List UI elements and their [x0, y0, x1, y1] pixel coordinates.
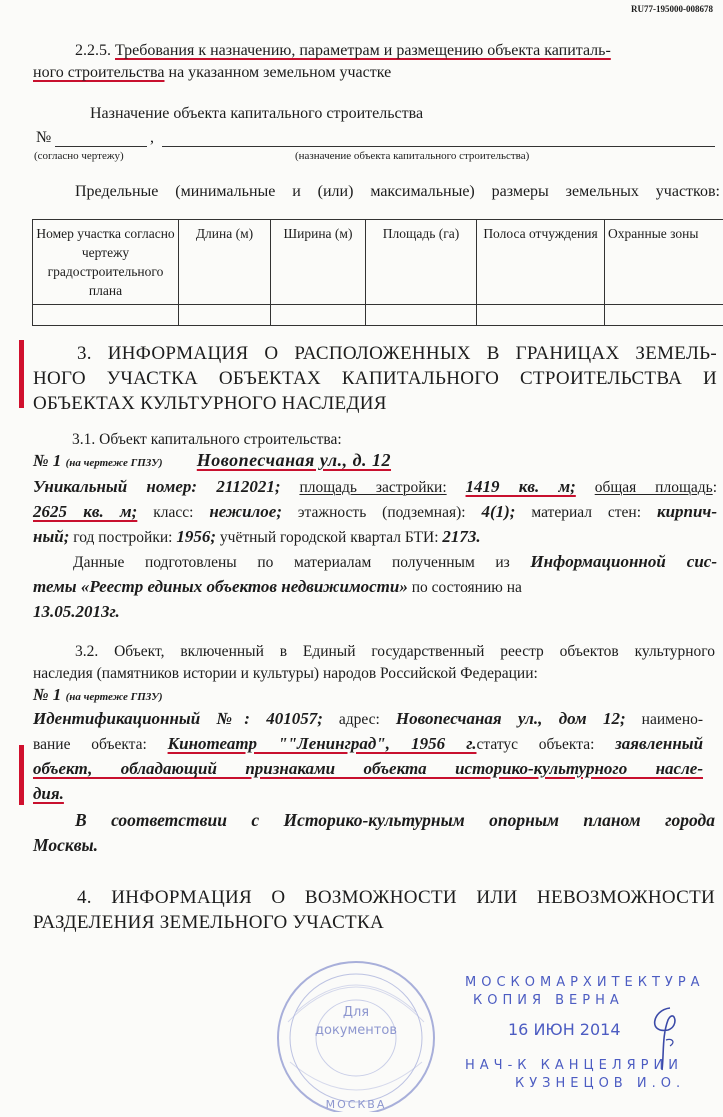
section-3-title-line3: ОБЪЕКТАХ КУЛЬТУРНОГО НАСЛЕДИЯ — [33, 391, 387, 416]
sub31-bti-label: учётный городской квартал БТИ: — [216, 529, 438, 546]
table-cell — [366, 305, 477, 326]
sub32-number-line — [33, 685, 163, 705]
sub31-on-drawing: (на чертеже ГПЗУ) — [66, 457, 163, 469]
section-3-title-line2: НОГО УЧАСТКА ОБЪЕКТАХ КАПИТАЛЬНОГО СТРОИТЕЛЬСТВА И — [33, 366, 717, 391]
comma-separator: , — [150, 129, 154, 147]
red-margin-marker-2 — [19, 745, 24, 805]
stamp-line3: НАЧ-К КАНЦЕЛЯРИИ — [465, 1058, 683, 1073]
sub31-source-date: 13.05.2013г. — [33, 602, 120, 621]
stamp-line2: КОПИЯ ВЕРНА — [473, 993, 624, 1008]
round-stamp-center-2: документов — [315, 1023, 397, 1038]
round-stamp-graphic — [268, 952, 444, 1112]
sub32-details-line2 — [33, 732, 703, 757]
sub31-source-system-b: темы «Реестр единых объектов недвижимости» — [33, 577, 408, 596]
sub31-total-value: 2625 кв. м; — [33, 502, 137, 521]
sub32-plan-line2: Москвы. — [33, 835, 98, 856]
sub31-class-value: нежилое; — [209, 502, 282, 521]
section-4-title-line2: РАЗДЕЛЕНИЯ ЗЕМЕЛЬНОГО УЧАСТКА — [33, 910, 384, 935]
table-cell — [179, 305, 271, 326]
sub32-heading-line1: 3.2. Объект, включенный в Единый государственный реестр объектов культурного — [75, 641, 715, 663]
sub31-uid: Уникальный номер: 2112021; — [33, 477, 281, 496]
red-margin-marker — [19, 340, 24, 408]
sub31-details — [33, 475, 717, 625]
table-header-cell: Ширина (м) — [271, 220, 366, 305]
sub32-name-label-b: вание объекта: — [33, 736, 147, 753]
sub32-details — [33, 707, 703, 807]
document-id: RU77-195000-008678 — [631, 4, 713, 14]
round-stamp-center-1: Для — [343, 1005, 369, 1020]
sub32-address-value: Новопесчаная ул., дом 12; — [396, 709, 626, 728]
sub31-colon: : — [713, 479, 717, 496]
section-225-title-line2 — [33, 62, 391, 84]
sub31-source-line1 — [33, 550, 717, 575]
sub31-details-line2 — [33, 500, 717, 525]
table-header-row — [33, 220, 723, 305]
signature-graphic — [640, 1000, 690, 1075]
table-cell — [605, 305, 723, 326]
round-stamp — [268, 952, 444, 1112]
sub31-year-label: год постройки: — [69, 529, 172, 546]
sub31-bti-value: 2173. — [442, 527, 480, 546]
number-label: № — [36, 129, 51, 147]
sub32-status-value-a: заявленный — [615, 734, 703, 753]
table-cell — [271, 305, 366, 326]
sub31-address: Новопесчаная ул., д. 12 — [197, 450, 391, 470]
section-225-title-underlined: ного строительства — [33, 64, 165, 81]
sub31-area-label: площадь застройки: — [299, 479, 446, 496]
sub31-details-line1 — [33, 475, 717, 500]
sub31-floors-value: 4(1); — [481, 502, 515, 521]
table-header-cell: Длина (м) — [179, 220, 271, 305]
sub32-details-line4 — [33, 782, 703, 807]
caption-drawing: (согласно чертежу) — [34, 150, 124, 162]
sub31-class-label: класс: — [137, 504, 193, 521]
sub31-material-label: материал стен: — [515, 504, 641, 521]
sub32-number: № 1 — [33, 685, 61, 704]
sub32-on-drawing: (на чертеже ГПЗУ) — [66, 691, 163, 703]
table-header-cell: Номер участка согласно чертежу градостроительного плана — [33, 220, 179, 305]
sub31-floors-label: этажность (подземная): — [282, 504, 466, 521]
sub32-details-line3 — [33, 757, 703, 782]
sub32-name-label-a: наимено- — [626, 711, 703, 728]
purpose-blank-line — [162, 146, 715, 147]
sub32-status-value-b: объект, обладающий признаками объекта историко-культурного насле- — [33, 759, 703, 778]
round-stamp-bottom: МОСКВА — [326, 1098, 387, 1111]
sub31-source-as-of: по состоянию на — [408, 579, 522, 596]
section-225-title-line1: Требования к назначению, параметрам и размещению объекта капиталь- — [115, 42, 611, 59]
stamp-date: 16 ИЮН 2014 — [508, 1020, 621, 1039]
sub31-year-value: 1956; — [176, 527, 216, 546]
sub32-id: Идентификационный №: 401057; — [33, 709, 323, 728]
caption-purpose: (назначение объекта капитального строительства) — [295, 150, 529, 162]
stamp-line4: КУЗНЕЦОВ И.О. — [515, 1076, 685, 1091]
stamp-line1: МОСКОМАРХИТЕКТУРА — [465, 975, 705, 990]
purpose-heading: Назначение объекта капитального строительства — [90, 105, 423, 123]
sub31-source-line2 — [33, 575, 717, 600]
table-cell — [33, 305, 179, 326]
sub32-address-label: адрес: — [323, 711, 380, 728]
table-header-cell: Охранные зоны — [605, 220, 723, 305]
sub31-details-line3 — [33, 525, 717, 550]
handwritten-signature — [640, 1000, 690, 1075]
table-cell — [477, 305, 605, 326]
section-225-title-rest: на указанном земельном участке — [165, 64, 392, 81]
limits-text: Предельные (минимальные и (или) максимальные) размеры земельных участков: — [75, 183, 720, 201]
table-header-cell: Полоса отчуждения — [477, 220, 605, 305]
section-4-title-line1: 4. ИНФОРМАЦИЯ О ВОЗМОЖНОСТИ ИЛИ НЕВОЗМОЖНОСТИ — [77, 885, 715, 910]
sub32-heading-line2: наследия (памятников истории и культуры) народов Российской Федерации: — [33, 663, 538, 685]
sub31-total-label: общая площадь — [595, 479, 713, 496]
sub31-heading: 3.1. Объект капитального строительства: — [72, 429, 342, 451]
number-blank-line — [55, 146, 147, 147]
sub31-material-value-b: ный; — [33, 527, 69, 546]
sub32-status-label: статус объекта: — [477, 736, 595, 753]
table-header-cell: Площадь (га) — [366, 220, 477, 305]
sub31-area-value: 1419 кв. м; — [466, 477, 576, 496]
land-size-table — [32, 219, 723, 326]
sub31-material-value-a: кирпич- — [657, 502, 717, 521]
sub31-source-text: Данные подготовлены по материалам полученным из — [73, 554, 510, 571]
sub32-name-value: Кинотеатр ""Ленинград", 1956 г. — [168, 734, 477, 753]
sub31-number: № 1 — [33, 451, 61, 470]
sub31-number-line — [33, 450, 391, 471]
sub32-details-line1 — [33, 707, 703, 732]
sub31-source-system-a: Информационной сис- — [530, 552, 717, 571]
sub32-status-value-c: дия. — [33, 784, 64, 803]
sub31-source-line3 — [33, 600, 717, 625]
table-row — [33, 305, 723, 326]
section-225-heading — [75, 40, 715, 62]
section-3-title-line1: 3. ИНФОРМАЦИЯ О РАСПОЛОЖЕННЫХ В ГРАНИЦАХ ЗЕМЕЛЬ- — [77, 341, 717, 366]
sub32-plan-line1: В соответствии с Историко-культурным опорным планом города — [75, 810, 715, 831]
section-225-number: 2.2.5. — [75, 42, 111, 59]
